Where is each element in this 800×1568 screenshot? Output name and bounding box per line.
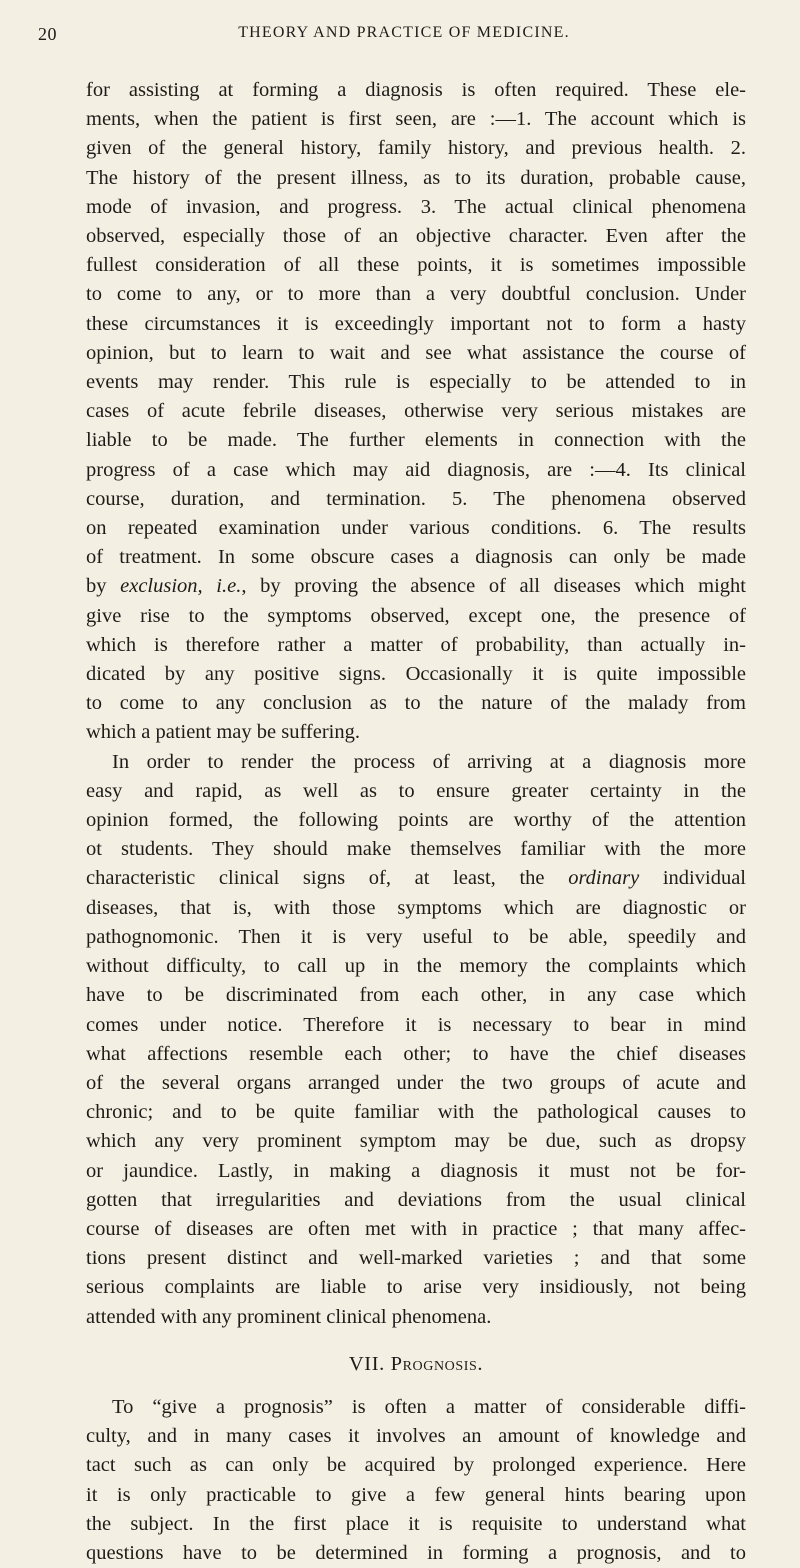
text-line: which is therefore rather a matter of probability, than actually in- bbox=[86, 633, 746, 656]
text-line: pathognomonic. Then it is very useful to be able, speedily and bbox=[86, 925, 746, 948]
text-line: these circumstances it is exceedingly important not to form a hasty bbox=[86, 312, 746, 335]
text-line: of the several organs arranged under the two groups of acute and bbox=[86, 1071, 746, 1094]
text-line: easy and rapid, as well as to ensure greater certainty in the bbox=[86, 779, 746, 802]
text-line: given of the general history, family history, and previous health. 2. bbox=[86, 137, 746, 160]
paragraph-diagnosis-aids bbox=[86, 748, 746, 1332]
text-line: cases of acute febrile diseases, otherwise very serious mistakes are bbox=[86, 400, 746, 423]
text-line: opinion, but to learn to wait and see what assistance the course of bbox=[86, 341, 746, 364]
text-line: give rise to the symptoms observed, except one, the presence of bbox=[86, 604, 746, 627]
text-line: which any very prominent symptom may be due, such as dropsy bbox=[86, 1130, 746, 1153]
body-text bbox=[86, 76, 746, 1568]
text-line: serious complaints are liable to arise very insidiously, not being bbox=[86, 1276, 746, 1299]
text-line: the subject. In the first place it is requisite to understand what bbox=[86, 1512, 746, 1535]
text-line: for assisting at forming a diagnosis is often required. These ele- bbox=[86, 79, 746, 101]
text-line: it is only practicable to give a few general hints bearing upon bbox=[86, 1483, 746, 1506]
text-line: culty, and in many cases it involves an amount of knowledge and bbox=[86, 1425, 746, 1448]
italic-term-ordinary: ordinary bbox=[568, 867, 640, 890]
page-number: 20 bbox=[38, 24, 57, 44]
text-line: comes under notice. Therefore it is necessary to bear in mind bbox=[86, 1013, 746, 1036]
paragraph-diagnosis-elements bbox=[86, 76, 746, 748]
text-line: events may render. This rule is especially to be attended to in bbox=[86, 371, 746, 394]
text-line: what affections resemble each other; to have the chief diseases bbox=[86, 1042, 746, 1065]
text-line: In order to render the process of arriving at a diagnosis more bbox=[112, 750, 746, 773]
text-line: on repeated examination under various conditions. 6. The results bbox=[86, 517, 746, 540]
running-head: THEORY AND PRACTICE OF MEDICINE. bbox=[238, 24, 570, 41]
text-run: , by proving the absence of all diseases which might bbox=[241, 575, 746, 598]
text-line: To “give a prognosis” is often a matter of considerable diffi- bbox=[112, 1395, 746, 1418]
text-line: opinion formed, the following points are worthy of the attention bbox=[86, 809, 746, 832]
text-line: without difficulty, to call up in the memory the complaints which bbox=[86, 955, 746, 978]
text-run: characteristic clinical signs of, at least, the bbox=[86, 867, 569, 890]
section-heading-prognosis bbox=[86, 1350, 746, 1379]
text-line: mode of invasion, and progress. 3. The actual clinical phenomena bbox=[86, 195, 746, 218]
text-line: to come to any conclusion as to the nature of the malady from bbox=[86, 692, 746, 715]
text-line: ments, when the patient is first seen, are :—1. The account which is bbox=[86, 108, 746, 131]
text-line: fullest consideration of all these points, it is sometimes impossible bbox=[86, 254, 746, 277]
text-line bbox=[86, 864, 746, 893]
text-line: of treatment. In some obscure cases a diagnosis can only be made bbox=[86, 546, 746, 569]
text-line: course, duration, and termination. 5. The phenomena observed bbox=[86, 487, 746, 510]
text-line: gotten that irregularities and deviations from the usual clinical bbox=[86, 1188, 746, 1211]
section-title: Prognosis. bbox=[390, 1352, 484, 1375]
text-run: individual bbox=[639, 867, 746, 890]
text-line: have to be discriminated from each other, in any case which bbox=[86, 984, 746, 1007]
text-line: questions have to be determined in forming a prognosis, and to bbox=[86, 1541, 746, 1564]
text-line: tions present distinct and well-marked varieties ; and that some bbox=[86, 1247, 746, 1270]
text-line: or jaundice. Lastly, in making a diagnosis it must not be for- bbox=[86, 1159, 746, 1182]
text-line: observed, especially those of an objective character. Even after the bbox=[86, 225, 746, 248]
text-line: dicated by any positive signs. Occasionally it is quite impossible bbox=[86, 663, 746, 686]
text-line: ot students. They should make themselves familiar with the more bbox=[86, 838, 746, 861]
paragraph-prognosis bbox=[86, 1393, 746, 1568]
text-line: attended with any prominent clinical phenomena. bbox=[86, 1305, 492, 1328]
text-line: which a patient may be suffering. bbox=[86, 721, 361, 744]
text-line: progress of a case which may aid diagnosis, are :—4. Its clinical bbox=[86, 458, 746, 481]
text-line: to come to any, or to more than a very doubtful conclusion. Under bbox=[86, 283, 746, 306]
section-number: VII. bbox=[348, 1352, 391, 1375]
italic-term-exclusion: exclusion, i.e. bbox=[120, 575, 242, 598]
text-line: The history of the present illness, as to its duration, probable cause, bbox=[86, 166, 746, 189]
text-run: by bbox=[86, 575, 121, 598]
text-line: diseases, that is, with those symptoms which are diagnostic or bbox=[86, 896, 746, 919]
text-line: chronic; and to be quite familiar with the pathological causes to bbox=[86, 1101, 746, 1124]
text-line bbox=[86, 572, 746, 601]
text-line: tact such as can only be acquired by prolonged experience. Here bbox=[86, 1454, 746, 1477]
text-line: liable to be made. The further elements in connection with the bbox=[86, 429, 746, 452]
page-header bbox=[38, 24, 740, 50]
text-line: course of diseases are often met with in practice ; that many affec- bbox=[86, 1217, 746, 1240]
